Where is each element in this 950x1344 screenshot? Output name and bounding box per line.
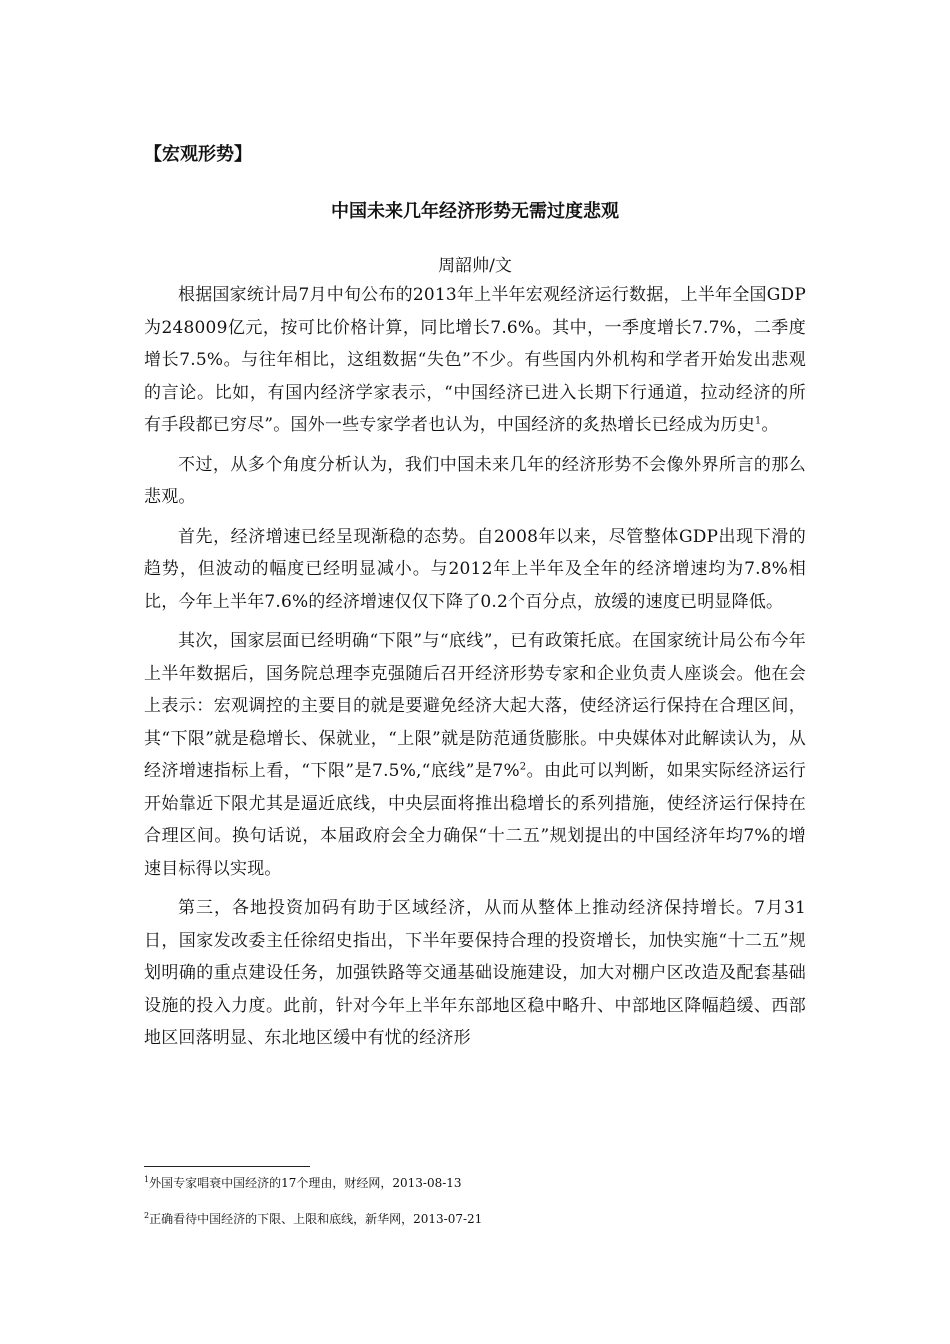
paragraph-text: 根据国家统计局7月中旬公布的2013年上半年宏观经济运行数据，上半年全国GDP为248009亿元，按可比价格计算，同比增长7.6%。其中，一季度增长7.7%，二季度增长7.5%。与往年相比，这组数据“失色”不少。有些国内外机构和学者开始发出悲观的言论。比如，有国内经济学家表示，“中国经济已进入长期下行通道，拉动经济的所有手段都已穷尽”。国外一些专家学者也认为，中国经济的炙热增长已经成为历史: [144, 285, 806, 435]
footnote: [144, 1210, 806, 1228]
section-tag: 【宏观形势】: [144, 144, 252, 165]
paragraph: [144, 625, 806, 885]
footnote-separator: [144, 1166, 310, 1167]
paragraph-text: 第三，各地投资加码有助于区域经济，从而从整体上推动经济保持增长。7月31日，国家发改委主任徐绍史指出，下半年要保持合理的投资增长，加快实施“十二五”规划明确的重点建设任务，加强铁路等交通基础设施建设，加大对棚户区改造及配套基础设施的投入力度。此前，针对今年上半年东部地区稳中略升、中部地区降幅趋缓、西部地区回落明显、东北地区缓中有忧的经济形: [144, 898, 806, 1048]
footnote-mark: 1: [144, 1175, 150, 1184]
paragraph-text-tail: 。由此可以判断，如果实际经济运行开始靠近下限尤其是逼近底线，中央层面将推出稳增长的系列措施，使经济运行保持在合理区间。换句话说，本届政府会全力确保“十二五”规划提出的中国经济年均7%的增速目标得以实现。: [144, 761, 806, 879]
article-byline: 周韶帅/文: [438, 256, 512, 276]
paragraph-text-tail: 。: [761, 415, 779, 435]
paragraph: [144, 279, 806, 442]
article-title: 中国未来几年经济形势无需过度悲观: [331, 201, 619, 222]
paragraph-text: 其次，国家层面已经明确“下限”与“底线”，已有政策托底。在国家统计局公布今年上半年数据后，国务院总理李克强随后召开经济形势专家和企业负责人座谈会。他在会上表示：宏观调控的主要目的就是要避免经济大起大落，使经济运行保持在合理区间，其“下限”就是稳增长、保就业，“上限”就是防范通货膨胀。中央媒体对此解读认为，从经济增速指标上看，“下限”是7.5%,“底线”是7%: [144, 631, 806, 781]
paragraph-text: 首先，经济增速已经呈现渐稳的态势。自2008年以来，尽管整体GDP出现下滑的趋势，但波动的幅度已经明显减小。与2012年上半年及全年的经济增速均为7.8%相比，今年上半年7.6%的经济增速仅仅下降了0.2个百分点，放缓的速度已明显降低。: [144, 526, 806, 612]
footnote-text: 外国专家唱衰中国经济的17个理由，财经网，2013-08-13: [149, 1176, 462, 1190]
footnote-reference[interactable]: 2: [519, 761, 527, 773]
paragraph: [144, 521, 806, 619]
article-body: [144, 279, 806, 1062]
footnote: [144, 1174, 806, 1192]
paragraph-text: 不过，从多个角度分析认为，我们中国未来几年的经济形势不会像外界所言的那么悲观。: [144, 454, 806, 507]
paragraph: [144, 449, 806, 514]
footnote-reference[interactable]: 1: [754, 415, 762, 427]
paragraph: [144, 892, 806, 1055]
footnote-mark: 2: [144, 1211, 150, 1220]
footnote-text: 正确看待中国经济的下限、上限和底线，新华网，2013-07-21: [149, 1212, 483, 1226]
